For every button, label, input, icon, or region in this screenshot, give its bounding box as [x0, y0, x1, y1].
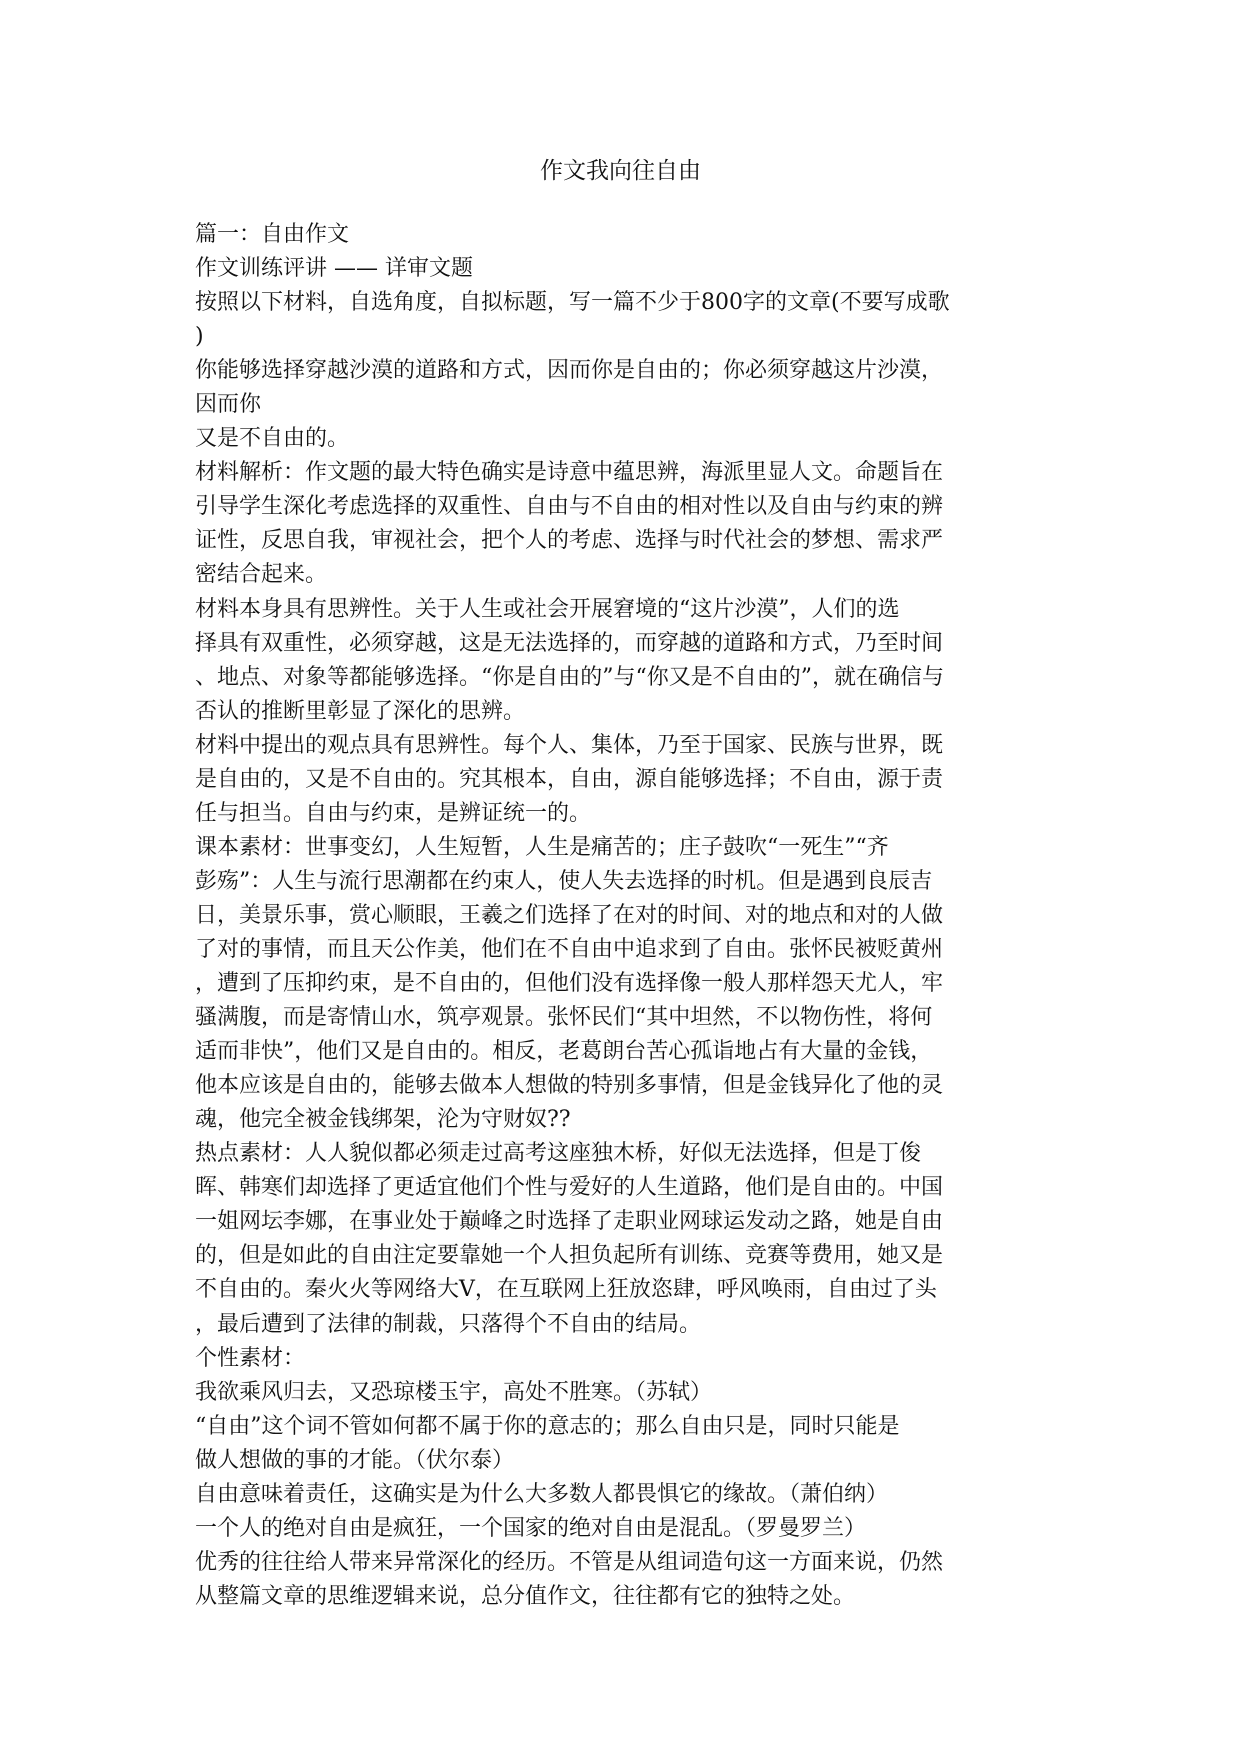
text-line: 材料本身具有思辨性。关于人生或社会开展窘境的“这片沙漠”，人们的选	[195, 596, 900, 622]
text-line: 任与担当。自由与约束，是辨证统一的。	[195, 800, 592, 826]
text-line: 的，但是如此的自由注定要靠她一个人担负起所有训练、竞赛等费用，她又是	[195, 1243, 944, 1269]
text-line: ，最后遭到了法律的制裁，只落得个不自由的结局。	[195, 1311, 702, 1337]
text-line: 不自由的。秦火火等网络大V，在互联网上狂放恣肆，呼风唤雨，自由过了头	[195, 1277, 937, 1303]
text-line: 因而你	[195, 392, 262, 418]
text-line: 作文训练评讲 —— 详审文题	[195, 256, 473, 282]
text-line: 个性素材：	[195, 1345, 306, 1371]
text-line: 做人想做的事的才能。（伏尔泰）	[195, 1447, 515, 1473]
text-line: 引导学生深化考虑选择的双重性、自由与不自由的相对性以及自由与约束的辨	[195, 494, 944, 520]
text-line: 又是不自由的。	[195, 426, 350, 452]
text-line: 一姐网坛李娜，在事业处于巅峰之时选择了走职业网球运发动之路，她是自由	[195, 1209, 944, 1235]
text-line: 热点素材：人人貌似都必须走过高考这座独木桥，好似无法选择，但是丁俊	[195, 1141, 922, 1167]
text-line: 魂，他完全被金钱绑架，沦为守财奴??	[195, 1107, 571, 1133]
text-line: 证性，反思自我，审视社会，把个人的考虑、选择与时代社会的梦想、需求严	[195, 528, 944, 554]
text-line: 骚满腹，而是寄情山水，筑亭观景。张怀民们“其中坦然，不以物伤性，将何	[195, 1005, 933, 1031]
text-line: 他本应该是自由的，能够去做本人想做的特别多事情，但是金钱异化了他的灵	[195, 1073, 944, 1099]
text-line: 课本素材：世事变幻，人生短暂，人生是痛苦的；庄子鼓吹“一死生”“齐	[195, 834, 889, 860]
text-line: 材料中提出的观点具有思辨性。每个人、集体，乃至于国家、民族与世界，既	[195, 732, 944, 758]
text-line: )	[195, 324, 204, 350]
text-line: 了对的事情，而且天公作美，他们在不自由中追求到了自由。张怀民被贬黄州	[195, 936, 944, 962]
text-line: 材料解析：作文题的最大特色确实是诗意中蕴思辨，海派里显人文。命题旨在	[195, 460, 944, 486]
text-line: 否认的推断里彰显了深化的思辨。	[195, 698, 526, 724]
text-line: 优秀的往往给人带来异常深化的经历。不管是从组词造句这一方面来说，仍然	[195, 1549, 944, 1575]
page-title: 作文我向往自由	[540, 158, 701, 184]
text-line: 择具有双重性，必须穿越，这是无法选择的，而穿越的道路和方式，乃至时间	[195, 630, 944, 656]
text-line: 适而非快”，他们又是自由的。相反，老葛朗台苦心孤诣地占有大量的金钱，	[195, 1039, 933, 1065]
text-line: 晖、韩寒们却选择了更适宜他们个性与爱好的人生道路，他们是自由的。中国	[195, 1175, 944, 1201]
document-body	[195, 218, 1065, 1614]
text-line: 篇一：自由作文	[195, 222, 350, 247]
text-line: 按照以下材料，自选角度，自拟标题，写一篇不少于800字的文章(不要写成歌	[195, 290, 950, 316]
text-line: 、地点、对象等都能够选择。“你是自由的”与“你又是不自由的”，就在确信与	[195, 664, 944, 690]
text-line: 密结合起来。	[195, 562, 328, 588]
text-line: “自由”这个词不管如何都不属于你的意志的；那么自由只是，同时只能是	[195, 1413, 900, 1439]
text-line: 一个人的绝对自由是疯狂，一个国家的绝对自由是混乱。（罗曼罗兰）	[195, 1515, 867, 1541]
text-line: ，遭到了压抑约束，是不自由的，但他们没有选择像一般人那样怨天尤人，牢	[195, 971, 944, 997]
text-line: 自由意味着责任，这确实是为什么大多数人都畏惧它的缘故。（萧伯纳）	[195, 1481, 889, 1507]
text-line: 是自由的，又是不自由的。究其根本，自由，源自能够选择；不自由，源于责	[195, 766, 944, 792]
text-line: 彭殇”：人生与流行思潮都在约束人，使人失去选择的时机。但是遇到良辰吉	[195, 868, 933, 894]
text-line: 从整篇文章的思维逻辑来说，总分值作文，往往都有它的独特之处。	[195, 1583, 856, 1609]
text-line: 你能够选择穿越沙漠的道路和方式，因而你是自由的；你必须穿越这片沙漠，	[195, 358, 944, 384]
text-line: 日，美景乐事，赏心顺眼，王羲之们选择了在对的时间、对的地点和对的人做	[195, 902, 944, 928]
text-line: 我欲乘风归去，又恐琼楼玉宇，高处不胜寒。（苏轼）	[195, 1379, 713, 1405]
